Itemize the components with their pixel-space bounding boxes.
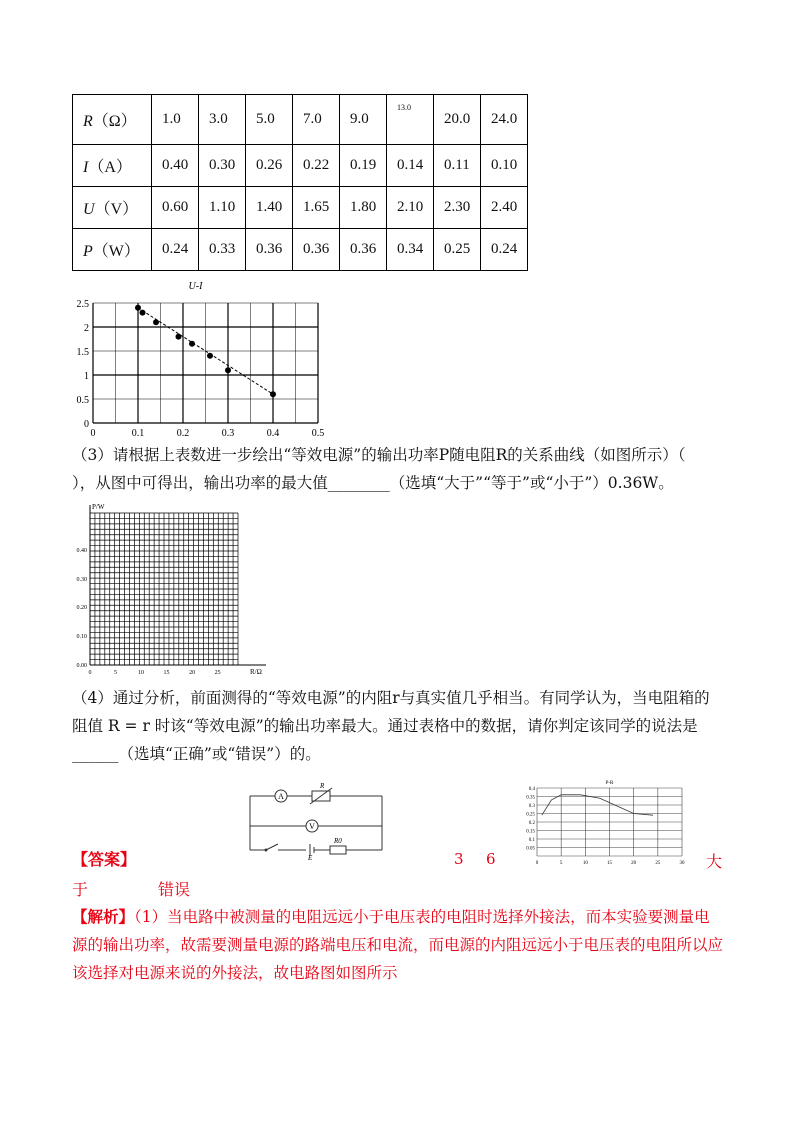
x-tick-label: 5: [559, 861, 563, 866]
table-cell: 7.0: [293, 95, 340, 145]
table-cell: 0.40: [152, 145, 199, 187]
analysis: [72, 903, 762, 987]
x-tick-label: 0.5: [311, 428, 325, 439]
table-cell: 2.10: [387, 187, 434, 229]
x-tick-label: 0.2: [176, 428, 190, 439]
y-tick-label: 0.4: [528, 787, 535, 792]
x-tick-label: 25: [214, 670, 221, 676]
table-cell: 2.30: [434, 187, 481, 229]
y-tick-label: 0.30: [76, 577, 87, 583]
data-point: [270, 391, 276, 397]
table-cell: 1.10: [199, 187, 246, 229]
p-r-grid: [60, 500, 290, 682]
y-tick-label: 0: [84, 419, 89, 430]
table-row: [73, 95, 528, 145]
y-tick-label: 2: [84, 323, 89, 334]
x-tick-label: 25: [655, 861, 661, 866]
question-3: [72, 441, 752, 497]
answer-da: 大: [706, 852, 723, 871]
x-tick-label: 0: [90, 428, 96, 439]
table-cell: 1.80: [340, 187, 387, 229]
chart-title: U-I: [188, 281, 203, 292]
table-cell: 1.0: [152, 95, 199, 145]
x-tick-label: 15: [163, 670, 170, 676]
answer-6: 6: [486, 850, 496, 868]
answer-cuowu: 错误: [158, 880, 191, 899]
p-r-answer-chart: [515, 778, 695, 866]
x-tick-label: 0: [535, 861, 539, 866]
data-point: [176, 334, 182, 340]
table-cell: 5.0: [246, 95, 293, 145]
row-header: R（Ω）: [73, 95, 152, 145]
q4-line1: （4）通过分析，前面测得的“等效电源”的内阻r与真实值几乎相当。有同学认为，当电阻箱的: [72, 689, 710, 707]
ammeter-label: A: [278, 792, 284, 801]
data-point: [207, 353, 213, 359]
question-4: [72, 684, 752, 768]
table-cell: 0.36: [293, 229, 340, 271]
table-cell: 13.0: [387, 95, 434, 145]
x-tick-label: 5: [114, 670, 118, 676]
table-cell: 0.26: [246, 145, 293, 187]
y-tick-label: 0.35: [526, 795, 535, 801]
row-header: I（A）: [73, 145, 152, 187]
chart-title: P-R: [605, 781, 614, 786]
table-cell: 24.0: [481, 95, 528, 145]
y-tick-label: 0.20: [76, 605, 87, 611]
x-tick-label: 15: [607, 861, 612, 866]
analysis-line1: （1）当电路中被测量的电阻远远小于电压表的电阻时选择外接法，而本实验要测量电: [134, 908, 710, 926]
y-tick-label: 1.5: [76, 347, 89, 358]
q3-line2: ），从图中可得出，输出功率的最大值________（选填“大于”“等于”或“小于”）0.36W。: [72, 474, 674, 492]
row-header: P（W）: [73, 229, 152, 271]
rheostat-label: R: [320, 782, 325, 790]
x-tick-label: 20: [631, 861, 637, 866]
q4-line2: 阻值 R = r 时该“等效电源”的输出功率最大。通过表格中的数据，请你判定该同学的说法是: [72, 717, 698, 735]
table-cell: 0.33: [199, 229, 246, 271]
table-cell: 0.22: [293, 145, 340, 187]
y-tick-label: 0.1: [528, 838, 535, 843]
data-point: [153, 319, 159, 325]
data-table: [72, 94, 528, 271]
table-cell: 0.19: [340, 145, 387, 187]
y-tick-label: 0.5: [76, 395, 89, 406]
battery-label: E: [308, 854, 313, 860]
y-tick-label: 1: [84, 371, 89, 382]
table-cell: 0.24: [481, 229, 528, 271]
x-tick-label: 10: [138, 670, 145, 676]
table-cell: 20.0: [434, 95, 481, 145]
table-cell: 0.36: [340, 229, 387, 271]
x-tick-label: 0.1: [131, 428, 145, 439]
answer-label: 【答案】: [72, 850, 137, 869]
x-axis-label: R/Ω: [250, 668, 262, 676]
u-i-chart: [60, 280, 350, 440]
table-row: [73, 145, 528, 187]
answer-yu: 于: [72, 880, 89, 899]
y-tick-label: 0.40: [76, 548, 87, 554]
q3-line1: （3）请根据上表数进一步绘出“等效电源”的输出功率P随电阻R的关系曲线（如图所示）（: [72, 446, 686, 464]
table-cell: 0.25: [434, 229, 481, 271]
table-cell: 0.14: [387, 145, 434, 187]
x-tick-label: 0: [88, 670, 92, 676]
table-cell: 1.65: [293, 187, 340, 229]
answer-3: 3: [454, 850, 464, 868]
table-cell: 1.40: [246, 187, 293, 229]
table-cell: 0.34: [387, 229, 434, 271]
table-cell: 0.11: [434, 145, 481, 187]
y-axis-label: P/W: [92, 503, 105, 511]
circuit-diagram: [240, 780, 390, 860]
data-point: [135, 305, 141, 311]
table-row: [73, 229, 528, 271]
q4-line3: ______（选填“正确”或“错误”）的。: [72, 745, 321, 763]
table-row: [73, 187, 528, 229]
y-tick-label: 0.15: [526, 829, 535, 835]
analysis-line3: 该选择对电源来说的外接法，故电路图如图所示: [72, 964, 398, 982]
table-cell: 9.0: [340, 95, 387, 145]
table-cell: 0.24: [152, 229, 199, 271]
analysis-line2: 源的输出功率，故需要测量电源的路端电压和电流，而电源的内阻远远小于电压表的电阻所以应: [72, 936, 724, 954]
y-tick-label: 0.3: [528, 804, 535, 809]
y-tick-label: 0.2: [528, 821, 535, 826]
r0-label: R0: [334, 837, 342, 845]
table-cell: 0.60: [152, 187, 199, 229]
x-tick-label: 10: [582, 861, 588, 866]
table-cell: 0.30: [199, 145, 246, 187]
analysis-label: 【解析】: [72, 907, 135, 926]
data-point: [189, 341, 195, 347]
data-point: [225, 367, 231, 373]
x-tick-label: 20: [189, 670, 196, 676]
y-tick-label: 0.05: [526, 846, 535, 852]
row-header: U（V）: [73, 187, 152, 229]
data-point: [140, 310, 146, 316]
table-cell: 0.36: [246, 229, 293, 271]
y-tick-label: 0.25: [526, 812, 535, 818]
x-tick-label: 0.3: [221, 428, 235, 439]
y-tick-label: 2.5: [76, 299, 89, 310]
y-tick-label: 0.00: [76, 663, 87, 669]
table-cell: 3.0: [199, 95, 246, 145]
x-tick-label: 30: [679, 861, 685, 866]
y-tick-label: 0.10: [76, 634, 87, 640]
table-cell: 2.40: [481, 187, 528, 229]
x-tick-label: 0.4: [266, 428, 280, 439]
table-cell: 0.10: [481, 145, 528, 187]
voltmeter-label: V: [309, 822, 315, 831]
